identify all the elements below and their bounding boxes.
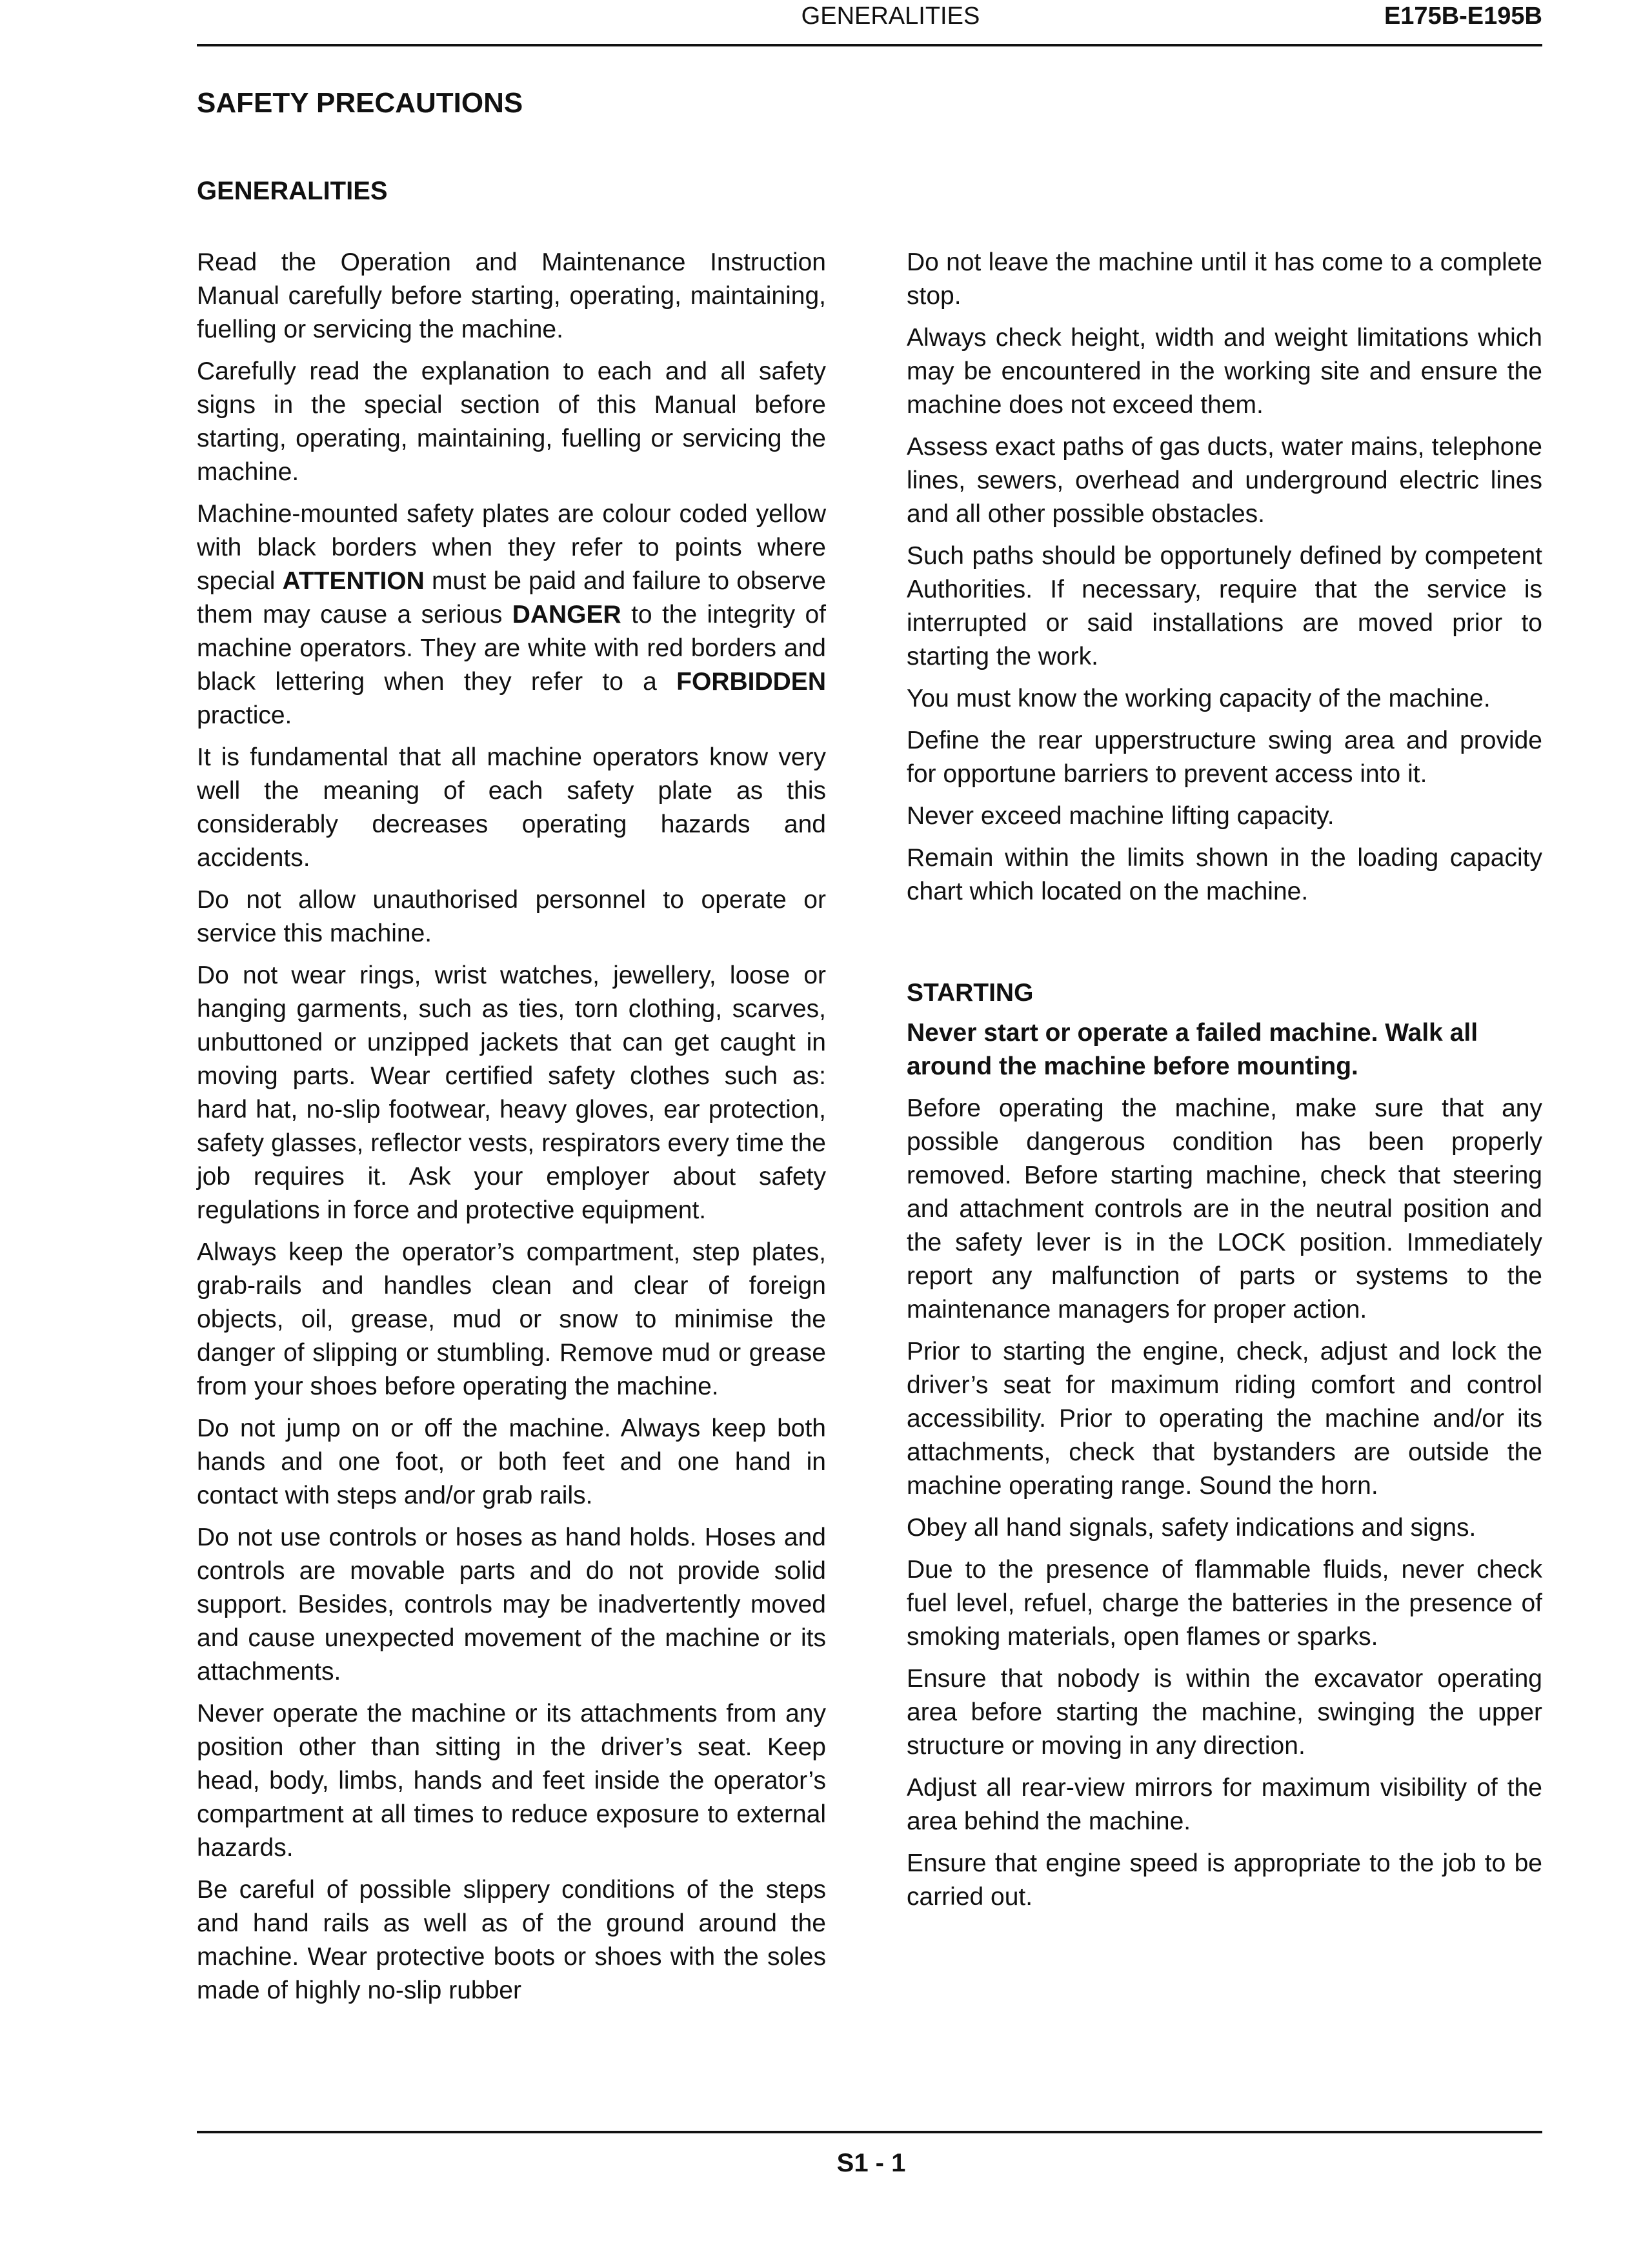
- paragraph: Ensure that engine speed is appropriate to the job to be carried out.: [907, 1849, 1542, 1911]
- paragraph: Before operating the machine, make sure that any possible dangerous condition has been properly removed. Before starting machine, check that steering and attachment controls are in the neutral position and the safety lever is in the LOCK position. Immediately report any malfunction of parts or systems to the maintenance managers for proper action.: [907, 1094, 1542, 1324]
- paragraph: Never operate the machine or its attachments from any position other than sitting in the driver’s seat. Keep head, body, limbs, hands and feet inside the operator’s compartment at all times to reduce exposure to external hazards.: [197, 1700, 826, 1862]
- paragraph-safety-plates: [197, 498, 826, 732]
- paragraph: Always keep the operator’s compartment, step plates, grab-rails and handles clean and clear of foreign objects, oil, grease, mud or snow to minimise the danger of slipping or stumbling. Remove mud or grease from your shoes before operating the machine.: [197, 1238, 826, 1400]
- page-number: S1 - 1: [836, 2149, 906, 2177]
- section-gap: [907, 917, 1542, 976]
- paragraph: Prior to starting the engine, check, adjust and lock the driver’s seat for maximum riding comfort and control accessibility. Prior to operating the machine and/or its attachments, check that bystanders are outside the machine operating range. Sound the horn.: [907, 1338, 1542, 1500]
- paragraph: Read the Operation and Maintenance Instruction Manual carefully before starting, operating, maintaining, fuelling or servicing the machine.: [197, 248, 826, 343]
- paragraph: Assess exact paths of gas ducts, water mains, telephone lines, sewers, overhead and underground electric lines and all other possible obstacles.: [907, 433, 1542, 528]
- paragraph: Obey all hand signals, safety indications and signs.: [907, 1514, 1476, 1542]
- section-heading-generalities: GENERALITIES: [197, 177, 388, 205]
- paragraph: You must know the working capacity of the machine.: [907, 685, 1491, 712]
- paragraph: Always check height, width and weight limitations which may be encountered in the working site and ensure the machine does not exceed them.: [907, 324, 1542, 419]
- paragraph: Carefully read the explanation to each and all safety signs in the special section of this Manual before starting, operating, maintaining, fuelling or servicing the machine.: [197, 357, 826, 486]
- paragraph: Do not wear rings, wrist watches, jewellery, loose or hanging garments, such as ties, torn clothing, scarves, unbuttoned or unzipped jackets that can get caught in moving parts. Wear certified safety clothes such as: hard hat, no-slip footwear, heavy gloves, ear protection, safety glasses, reflector vests, respirators every time the job requires it. Ask your employer about safety regulations in force and protective equipment.: [197, 961, 826, 1224]
- paragraph: Remain within the limits shown in the loading capacity chart which located on the machine.: [907, 844, 1542, 905]
- emphasis-forbidden: FORBIDDEN: [676, 668, 826, 696]
- paragraph: Do not jump on or off the machine. Always keep both hands and one foot, or both feet and one hand in contact with steps and/or grab rails.: [197, 1414, 826, 1509]
- header-model-code: E175B-E195B: [1384, 3, 1542, 30]
- paragraph: Be careful of possible slippery conditions of the steps and hand rails as well as of the ground around the machine. Wear protective boots or shoes with the soles made of highly no-slip rubber: [197, 1876, 826, 2004]
- paragraph: Do not allow unauthorised personnel to operate or service this machine.: [197, 886, 826, 947]
- section-heading-starting: STARTING: [907, 979, 1034, 1007]
- text-run: to the integrity of machine operators. They are white with red borders and black lettering when they refer to a: [197, 601, 826, 696]
- emphasis-attention: ATTENTION: [282, 567, 425, 595]
- paragraph: Do not leave the machine until it has come to a complete stop.: [907, 248, 1542, 310]
- text-run: must be paid and failure to observe them may cause a serious: [197, 567, 826, 629]
- paragraph: Never exceed machine lifting capacity.: [907, 802, 1335, 830]
- header-rule: [197, 44, 1542, 46]
- paragraph: Due to the presence of flammable fluids, never check fuel level, refuel, charge the batteries in the presence of smoking materials, open flames or sparks.: [907, 1556, 1542, 1651]
- paragraph: Do not use controls or hoses as hand holds. Hoses and controls are movable parts and do not provide solid support. Besides, controls may be inadvertently moved and cause unexpected movement of the machine or its attachments.: [197, 1524, 826, 1686]
- header-section-title: GENERALITIES: [801, 3, 980, 30]
- text-run: Machine-mounted safety plates are colour coded yellow with black borders when they refer to points where special: [197, 500, 826, 595]
- page-title: SAFETY PRECAUTIONS: [197, 87, 523, 119]
- paragraph: It is fundamental that all machine operators know very well the meaning of each safety plate as this considerably decreases operating hazards and accidents.: [197, 743, 826, 872]
- footer-rule: [197, 2131, 1542, 2133]
- text-run: practice.: [197, 701, 292, 729]
- right-column: [907, 246, 1542, 1922]
- paragraph: Ensure that nobody is within the excavator operating area before starting the machine, swinging the upper structure or moving in any direction.: [907, 1665, 1542, 1760]
- paragraph: Such paths should be opportunely defined by competent Authorities. If necessary, require that the service is interrupted or said installations are moved prior to starting the work.: [907, 542, 1542, 670]
- paragraph: Adjust all rear-view mirrors for maximum visibility of the area behind the machine.: [907, 1774, 1542, 1835]
- left-column: [197, 246, 826, 2016]
- starting-lead-warning: Never start or operate a failed machine. Walk all around the machine before mounting.: [907, 1019, 1478, 1080]
- emphasis-danger: DANGER: [512, 601, 621, 629]
- paragraph: Define the rear upperstructure swing area and provide for opportune barriers to prevent access into it.: [907, 727, 1542, 788]
